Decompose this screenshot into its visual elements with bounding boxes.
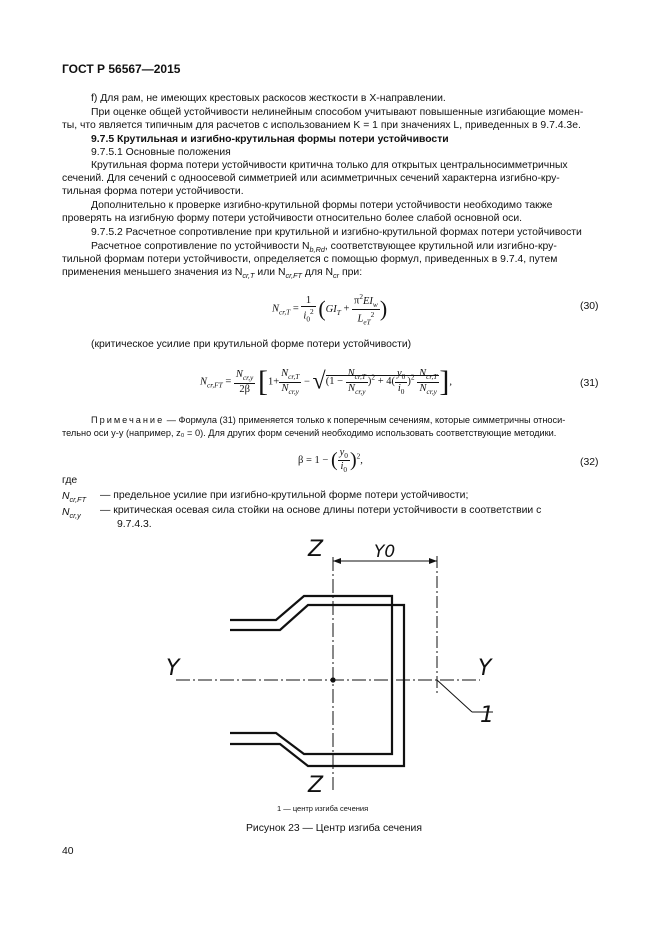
note-line-2: тельно оси y-y (например, z₀ = 0). Для других форм сечений необходимо использовать соответствующие методики.: [62, 428, 557, 438]
definition-symbol-ncrft: $N_{cr,FT}$: [62, 491, 87, 505]
paragraph-additional-1: Дополнительно к проверке изгибно-крутильной формы потери устойчивости необходимо также: [91, 200, 553, 211]
definition-text-ncry-1: — критическая осевая сила стойки на основе длины потери устойчивости в соответствии с: [100, 505, 542, 516]
subsection-heading-9752: 9.7.5.2 Расчетное сопротивление при крутильной и изгибно-крутильной формах потери устойчивости: [91, 227, 582, 238]
label-y-right: Y: [478, 656, 492, 681]
paragraph-torsional-2: сечений. Для сечений с одноосевой симметрией или асимметричных сечений характерна изгибно-кру-: [62, 173, 560, 184]
paragraph-resistance-1: Расчетное сопротивление по устойчивости $N_{b,Rd}$, соответствующее крутильной или изгибно-кру-: [91, 241, 557, 255]
paragraph-resistance-3: применения меньшего значения из $N_{cr,T}$ или $N_{cr,FT}$ для $N_{cr}$ при:: [62, 267, 363, 281]
formula-32: β = 1 − ( $\frac{y_0}{i_0}$ )$^2$,: [298, 447, 363, 475]
page-number: 40: [62, 846, 74, 857]
paragraph-nonlinear-1: При оценке общей устойчивости нелинейным способом учитывают повышенные изгибающие момен-: [91, 107, 584, 118]
formula-31-number: (31): [580, 378, 599, 389]
dimension-arrow-right: [429, 558, 437, 564]
note-line-1: Примечание — Формула (31) применяется только к поперечным сечениям, которые симметричны относи-: [91, 415, 566, 425]
paragraph-f: f) Для рам, не имеющих крестовых раскосов жесткости в X-направлении.: [91, 93, 446, 104]
paragraph-additional-2: проверять на изгибную форму потери устойчивости относительно более слабой основной оси.: [62, 213, 523, 224]
label-y0: Y0: [374, 542, 396, 562]
document-header: ГОСТ Р 56567—2015: [62, 62, 181, 76]
formula-30-number: (30): [580, 301, 599, 312]
subsection-heading-9751: 9.7.5.1 Основные положения: [91, 147, 231, 158]
section-heading-975: 9.7.5 Крутильная и изгибно-крутильная формы потери устойчивости: [91, 134, 449, 145]
formula-31: $N_{cr,FT}$ = $\frac{N_{cr,y}}{2\beta}$ [1+ $\frac{N_{cr,T}}{N_{cr,y}}$ − √(1 − $\frac{N_{cr,T}}{N_{cr,y}}$ )$^2$ + 4( $\frac{y_0}{i_0}$ )$^2$ $\frac{N_{cr,T}}{N_{cr,y}}$ ],: [200, 365, 452, 398]
definition-text-ncrft: — предельное усилие при изгибно-крутильной форме потери устойчивости;: [100, 490, 469, 501]
figure-legend: 1 — центр изгиба сечения: [277, 804, 369, 813]
paragraph-resistance-2: тильной формам потери устойчивости, определяется с помощью формул, приведенных в 9.7.4, путем: [62, 254, 558, 265]
section-outer-outline: [230, 605, 404, 766]
centroid-point: [330, 677, 335, 682]
formula-30: $N_{cr,T}$ = $\frac{1}{i_0^2}$ ($GI_T$ + $\frac{\pi^2EI_w}{L_{eT}^2}$ ): [272, 292, 388, 327]
figure-caption: Рисунок 23 — Центр изгиба сечения: [246, 823, 422, 834]
label-1: 1: [480, 703, 494, 728]
critical-force-note: (критическое усилие при крутильной форме потери устойчивости): [91, 339, 412, 350]
dimension-arrow-left: [333, 558, 341, 564]
definition-text-ncry-2: 9.7.4.3.: [117, 519, 152, 530]
label-z-top: Z: [308, 537, 324, 562]
paragraph-torsional-3: тильная форма потери устойчивости.: [62, 186, 244, 197]
paragraph-torsional-1: Крутильная форма потери устойчивости критична только для открытых центральносимметричных: [91, 160, 568, 171]
definition-symbol-ncry: $N_{cr,y}$: [62, 507, 81, 521]
leader-line-1: [437, 680, 472, 712]
section-inner-outline: [230, 596, 392, 754]
formula-32-number: (32): [580, 457, 599, 468]
label-z-bottom: Z: [308, 773, 324, 798]
label-y-left: Y: [166, 656, 180, 681]
where-label: где: [62, 475, 78, 486]
paragraph-nonlinear-2: ты, что является типичным для расчетов с использованием K = 1 при значениях L, приведенных в 9.7.4.3е.: [62, 120, 581, 131]
